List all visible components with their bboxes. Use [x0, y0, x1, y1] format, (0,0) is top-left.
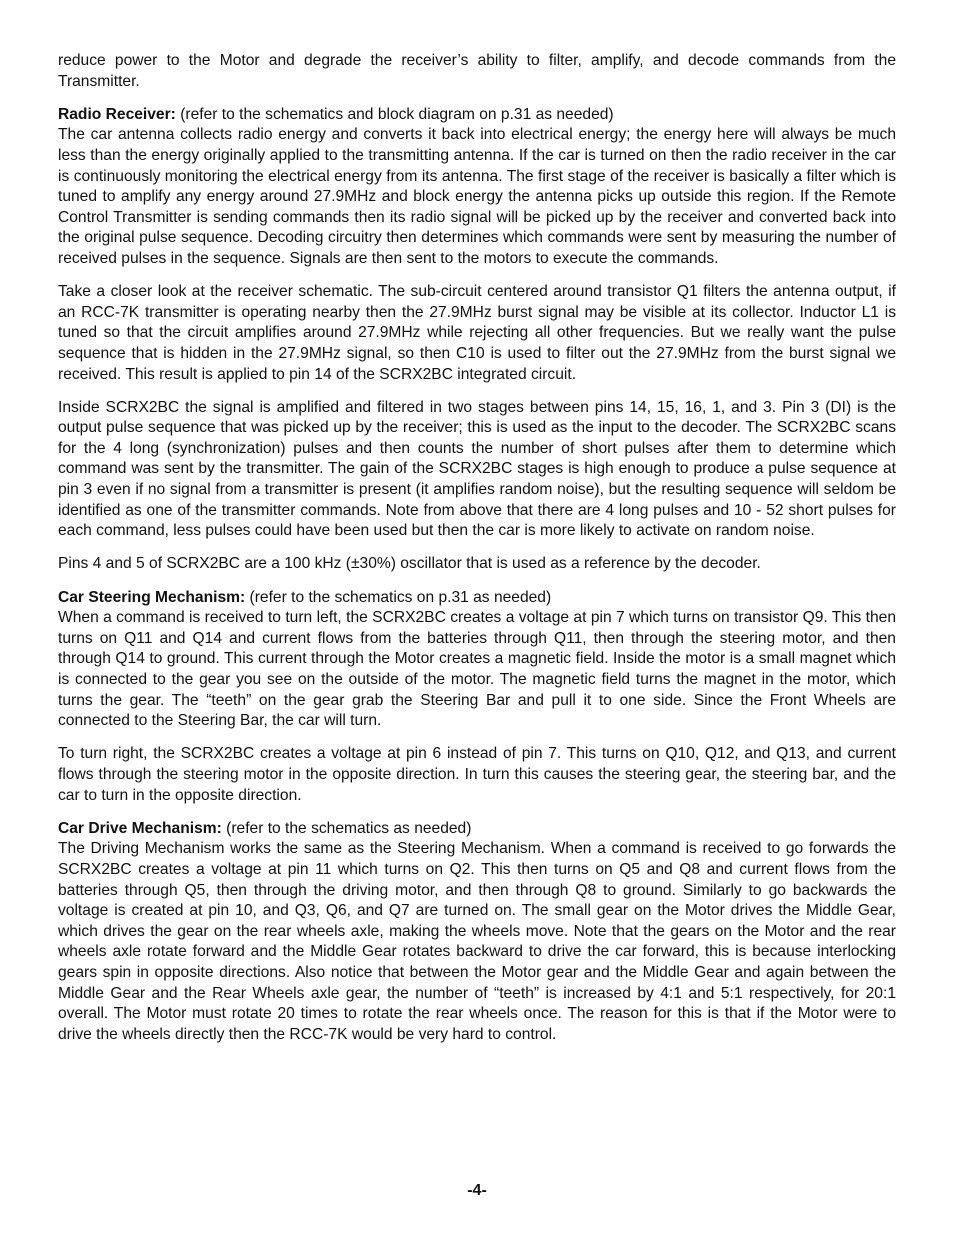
radio-receiver-heading: Radio Receiver:	[58, 105, 176, 123]
steering-paragraph-1: When a command is received to turn left, the SCRX2BC creates a voltage at pin 7 which turns on transistor Q9. This then turns on Q11 and Q14 and current flows from the batteries through Q11, then through the steering motor, and then through Q14 to ground. This current through the Motor creates a magnetic field. Inside the motor is a small magnet which is connected to the gear you see on the outside of the motor. The magnetic field turns the magnet in the motor, which turns the gear. The “teeth” on the gear grab the Steering Bar and pull it to one side. Since the Front Wheels are connected to the Steering Bar, the car will turn.	[58, 609, 896, 730]
steering-heading: Car Steering Mechanism:	[58, 588, 246, 606]
radio-receiver-reference-note: (refer to the schematics and block diagram on p.31 as needed)	[175, 105, 614, 123]
radio-receiver-paragraph-1: The car antenna collects radio energy and converts it back into electrical energy; the energy here will always be much less than the energy originally applied to the transmitting antenna. If the car is turned on then the radio receiver in the car is continuously monitoring the electrical energy from its antenna. The first stage of the receiver is basically a filter which is tuned to amplify any energy around 27.9MHz and block energy the antenna picks up outside this region. If the Remote Control Transmitter is sending commands then its radio signal will be picked up by the receiver and converted back into the original pulse sequence. Decoding circuitry then determines which commands were sent by measuring the number of received pulses in the sequence. Signals are then sent to the motors to execute the commands.	[58, 126, 896, 267]
steering-reference-note: (refer to the schematics on p.31 as needed)	[245, 588, 552, 606]
drive-heading: Car Drive Mechanism:	[58, 819, 222, 837]
radio-receiver-paragraph-4: Pins 4 and 5 of SCRX2BC are a 100 kHz (±30%) oscillator that is used as a reference by the decoder.	[58, 555, 761, 573]
drive-mechanism-section	[58, 819, 896, 1046]
intro-continued-paragraph: reduce power to the Motor and degrade the receiver’s ability to filter, amplify, and decode commands from the Transmitter.	[58, 52, 896, 90]
radio-receiver-heading-line	[58, 105, 896, 126]
steering-heading-line	[58, 588, 896, 609]
drive-heading-line	[58, 819, 896, 840]
radio-receiver-section	[58, 105, 896, 575]
radio-receiver-paragraph-3: Inside SCRX2BC the signal is amplified and filtered in two stages between pins 14, 15, 16, 1, and 3. Pin 3 (DI) is the output pulse sequence that was picked up by the receiver; this is used as the input to the decoder. The SCRX2BC scans for the 4 long (synchronization) pulses and then counts the number of short pulses after them to determine which command was sent by the transmitter. The gain of the SCRX2BC stages is high enough to produce a pulse sequence at pin 3 even if no signal from a transmitter is present (it amplifies random noise), but the resulting sequence will seldom be identified as one of the transmitter commands. Note from above that there are 4 long pulses and 10 - 52 short pulses for each command, less pulses could have been used but then the car is more likely to activate on random noise.	[58, 398, 896, 540]
page-number: -4-	[467, 1182, 487, 1199]
drive-reference-note: (refer to the schematics as needed)	[221, 819, 472, 837]
radio-receiver-paragraph-2: Take a closer look at the receiver schematic. The sub-circuit centered around transistor Q1 filters the antenna output, if an RCC-7K transmitter is operating nearby then the 27.9MHz burst signal may be visible at its collector. Inductor L1 is tuned so that the circuit amplifies around 27.9MHz while rejecting all other frequencies. But we really want the pulse sequence that is hidden in the 27.9MHz signal, so then C10 is used to filter out the 27.9MHz from the burst signal we received. This result is applied to pin 14 of the SCRX2BC integrated circuit.	[58, 283, 896, 383]
drive-paragraph-1: The Driving Mechanism works the same as the Steering Mechanism. When a command is received to go forwards the SCRX2BC creates a voltage at pin 11 which turns on Q2. This then turns on Q5 and Q8 and current flows from the batteries through Q5, then through the driving motor, and then through Q8 to ground. Similarly to go backwards the voltage is created at pin 10, and Q3, Q6, and Q7 are turned on. The small gear on the Motor drives the Middle Gear, which drives the gear on the rear wheels axle, making the wheels move. Note that the gears on the Motor and the rear wheels axle rotate forward and the Middle Gear rotates backward to drive the car forward, this is because interlocking gears spin in opposite directions. Also notice that between the Motor gear and the Middle Gear and again between the Middle Gear and the Rear Wheels axle gear, the number of “teeth” is increased by 4:1 and 5:1 respectively, for 20:1 overall. The Motor must rotate 20 times to rotate the rear wheels once. The reason for this is that if the Motor were to drive the wheels directly then the RCC-7K would be very hard to control.	[58, 840, 896, 1043]
steering-paragraph-2: To turn right, the SCRX2BC creates a voltage at pin 6 instead of pin 7. This turns on Q10, Q12, and Q13, and current flows through the steering motor in the opposite direction. In turn this causes the steering gear, the steering bar, and the car to turn in the opposite direction.	[58, 745, 896, 804]
manual-page-body	[58, 51, 896, 1058]
steering-mechanism-section	[58, 588, 896, 807]
